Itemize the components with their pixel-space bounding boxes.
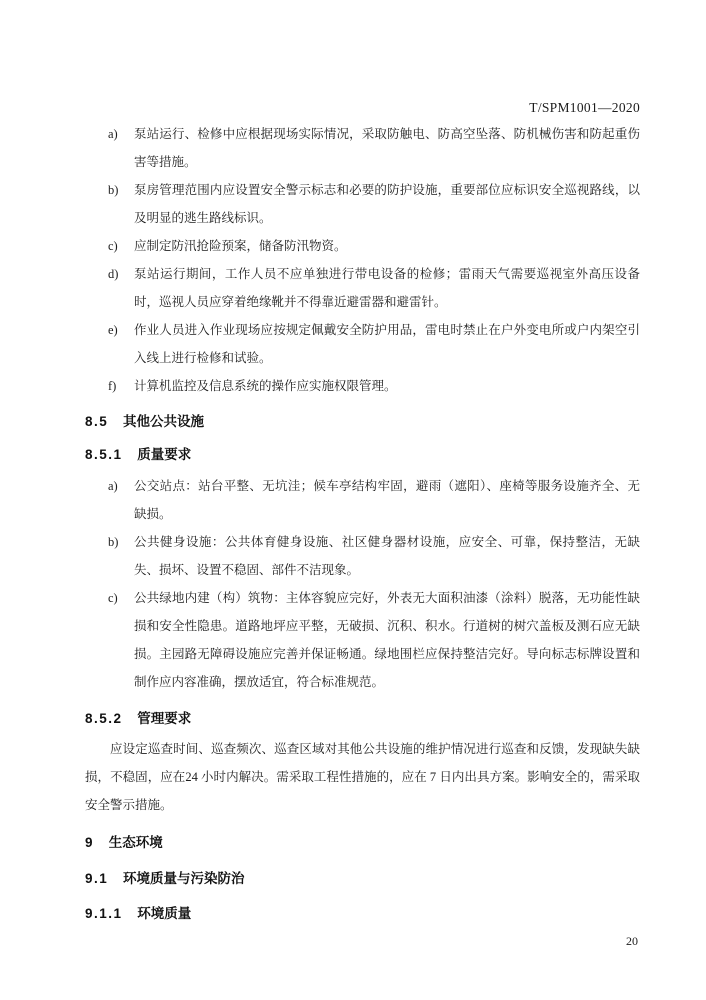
section-number: 9 xyxy=(85,835,95,850)
section-heading-9 xyxy=(85,833,640,853)
section-heading-8-5-1 xyxy=(85,445,640,465)
list-item-text: 应制定防汛抢险预案，储备防汛物资。 xyxy=(134,239,347,253)
list-item-f xyxy=(85,372,640,400)
list-item-marker: e) xyxy=(108,323,118,337)
list-item-text: 泵站运行、检修中应根据现场实际情况，采取防触电、防高空坠落、防机械伤害和防起重伤害等措施。 xyxy=(134,127,640,169)
section-heading-9-1 xyxy=(85,869,640,889)
list-item-b xyxy=(85,528,640,584)
management-paragraph: 应设定巡查时间、巡查频次、巡查区域对其他公共设施的维护情况进行巡查和反馈，发现缺失缺损，不稳固，应在24 小时内解决。需采取工程性措施的，应在 7 日内出具方案。影响安全的，需采取安全警示措施。 xyxy=(85,742,640,812)
list-item-marker: a) xyxy=(108,127,118,141)
list-item-marker: a) xyxy=(108,479,118,493)
list-item-text: 计算机监控及信息系统的操作应实施权限管理。 xyxy=(134,379,397,393)
section-heading-8-5-2 xyxy=(85,709,640,729)
list-item-c xyxy=(85,232,640,260)
list-item-text: 公共健身设施：公共体育健身设施、社区健身器材设施，应安全、可靠，保持整洁，无缺失、损坏、设置不稳固、部件不洁现象。 xyxy=(134,535,640,577)
quality-requirements-list xyxy=(85,472,640,696)
safety-requirements-list xyxy=(85,120,640,400)
list-item-d xyxy=(85,260,640,316)
section-number: 9.1 xyxy=(85,871,109,886)
list-item-c xyxy=(85,584,640,696)
section-title: 环境质量 xyxy=(137,906,192,921)
list-item-a xyxy=(85,472,640,528)
list-item-text: 泵房管理范围内应设置安全警示标志和必要的防护设施，重要部位应标识安全巡视路线，以及明显的逃生路线标识。 xyxy=(134,183,640,225)
list-item-e xyxy=(85,316,640,372)
section-number: 9.1.1 xyxy=(85,906,123,921)
section-heading-8-5 xyxy=(85,412,640,432)
list-item-marker: d) xyxy=(108,267,119,281)
section-title: 质量要求 xyxy=(137,447,192,462)
list-item-text: 作业人员进入作业现场应按规定佩戴安全防护用品，雷电时禁止在户外变电所或户内架空引入线上进行检修和试验。 xyxy=(134,323,640,365)
list-item-marker: b) xyxy=(108,183,119,197)
section-title: 管理要求 xyxy=(137,711,192,726)
page-number: 20 xyxy=(626,934,638,948)
section-heading-9-1-1 xyxy=(85,904,640,924)
section-number: 8.5 xyxy=(85,414,109,429)
section-number: 8.5.2 xyxy=(85,711,123,726)
section-number: 8.5.1 xyxy=(85,447,123,462)
section-title: 其他公共设施 xyxy=(123,414,205,429)
list-item-marker: b) xyxy=(108,535,119,549)
list-item-a xyxy=(85,120,640,176)
list-item-text: 泵站运行期间，工作人员不应单独进行带电设备的检修；雷雨天气需要巡视室外高压设备时，巡视人员应穿着绝缘靴并不得靠近避雷器和避雷针。 xyxy=(134,267,640,309)
list-item-text: 公共绿地内建（构）筑物：主体容貌应完好，外表无大面积油漆（涂料）脱落，无功能性缺损和安全性隐患。道路地坪应平整，无破损、沉积、积水。行道树的树穴盖板及测石应无缺损。主园路无障碍设施应完善并保证畅通。绿地围栏应保持整洁完好。导向标志标牌设置和制作应内容准确，摆放适宜，符合标准规范。 xyxy=(134,591,640,689)
section-title: 环境质量与污染防治 xyxy=(123,871,245,886)
list-item-marker: c) xyxy=(108,591,118,605)
doc-code: T/SPM1001—2020 xyxy=(529,100,640,115)
document-header xyxy=(85,100,640,116)
list-item-text: 公交站点：站台平整、无坑洼；候车亭结构牢固，避雨（遮阳）、座椅等服务设施齐全、无缺损。 xyxy=(134,479,640,521)
list-item-b xyxy=(85,176,640,232)
list-item-marker: f) xyxy=(108,379,117,393)
section-title: 生态环境 xyxy=(108,835,163,850)
list-item-marker: c) xyxy=(108,239,118,253)
